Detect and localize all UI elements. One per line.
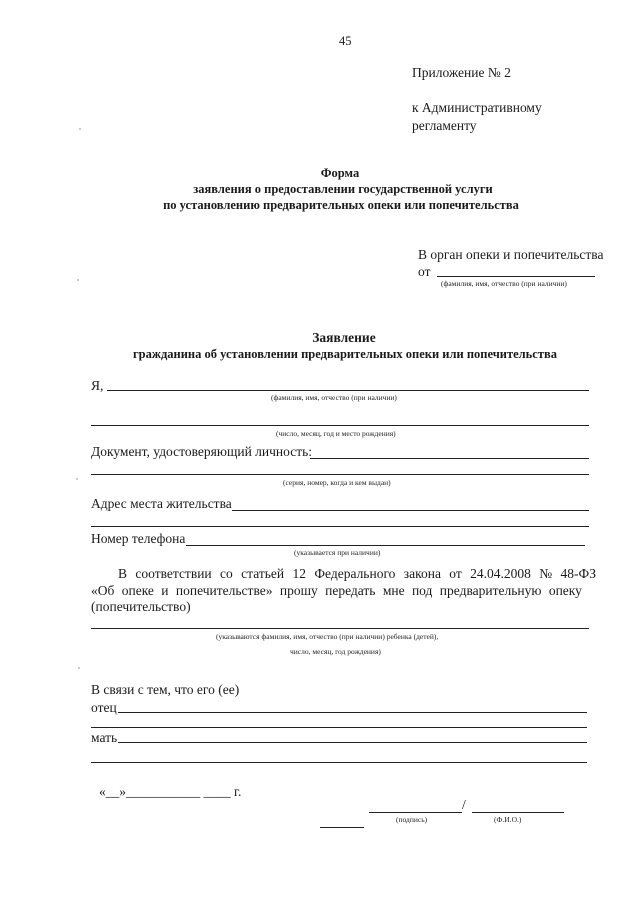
request-paragraph-line3: (попечительство) (91, 599, 191, 614)
applicant-label: Я, (91, 378, 104, 393)
address-line2 (91, 526, 589, 527)
addressee-from-line (437, 276, 595, 277)
scan-speck (76, 478, 78, 480)
child-info-caption1: (указываются фамилия, имя, отчество (при наличии) ребенка (детей), (216, 632, 439, 641)
father-line1 (118, 712, 587, 713)
document-line1 (310, 458, 589, 459)
statement-title-line1: Заявление (312, 330, 376, 345)
document-line2 (91, 474, 589, 475)
addressee-from-caption: (фамилия, имя, отчество (при наличии) (441, 279, 567, 288)
form-title-line3: по установлению предварительных опеки или попечительства (163, 198, 519, 212)
form-title-line2: заявления о предоставлении государственной услуги (193, 182, 493, 196)
phone-line (186, 545, 585, 546)
applicant-name-line (107, 390, 589, 391)
appendix-number: Приложение № 2 (412, 65, 511, 80)
child-info-line (91, 628, 589, 629)
father-line2 (91, 727, 587, 728)
signature-line (369, 812, 462, 813)
applicant-name-caption: (фамилия, имя, отчество (при наличии) (271, 393, 397, 402)
request-paragraph-line2: «Об опеке и попечительстве» прошу передать мне под предварительную опеку (91, 583, 582, 598)
stamp-line (320, 827, 364, 828)
document-caption: (серия, номер, когда и кем выдан) (283, 478, 391, 487)
signature-fio-caption: (Ф.И.О.) (494, 815, 522, 824)
applicant-birth-line (91, 425, 589, 426)
parents-intro: В связи с тем, что его (ее) (91, 682, 240, 697)
date-field: «__»___________ ____ г. (99, 784, 242, 799)
addressee-from-label: от (418, 264, 431, 279)
appendix-reference-line1: к Административному (412, 100, 542, 115)
father-label: отец (91, 700, 117, 715)
form-title-line1: Форма (320, 166, 360, 180)
phone-caption: (указывается при наличии) (294, 548, 381, 557)
addressee-organ: В орган опеки и попечительства (418, 247, 604, 262)
address-line1 (232, 510, 589, 511)
signature-caption: (подпись) (396, 815, 428, 824)
applicant-birth-caption: (число, месяц, год и место рождения) (276, 429, 396, 438)
request-paragraph-line1: В соответствии со статьей 12 Федерального закона от 24.04.2008 № 48-ФЗ (118, 566, 596, 581)
signature-fio-line (472, 812, 564, 813)
scan-speck (79, 128, 81, 130)
scan-speck (78, 667, 80, 669)
signature-slash: / (462, 797, 466, 812)
scan-speck (77, 279, 79, 281)
statement-title-line2: гражданина об установлении предварительных опеки или попечительства (133, 347, 557, 361)
mother-line1 (118, 742, 587, 743)
mother-label: мать (91, 730, 118, 745)
phone-label: Номер телефона (91, 531, 186, 546)
child-info-caption2: число, месяц, год рождения) (290, 647, 381, 656)
address-label: Адрес места жительства (91, 496, 232, 511)
page-number: 45 (339, 34, 352, 48)
document-label: Документ, удостоверяющий личность: (91, 444, 313, 459)
appendix-reference-line2: регламенту (412, 118, 477, 133)
mother-line2 (91, 762, 587, 763)
